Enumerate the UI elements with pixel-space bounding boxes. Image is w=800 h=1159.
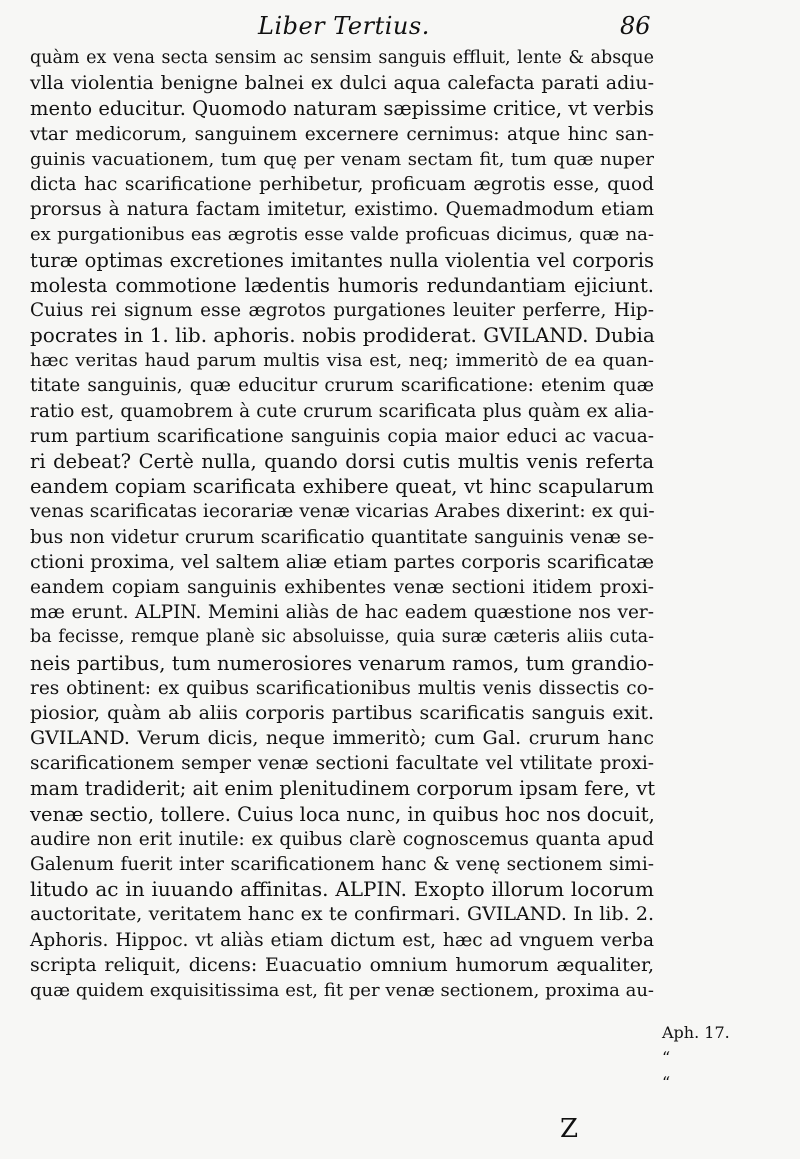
text-line: quàm ex vena secta sensim ac sensim sanguis effluit, lente & absque xyxy=(30,48,654,68)
text-line: ex purgationibus eas ægrotis esse valde proficuas dicimus, quæ na- xyxy=(30,224,654,246)
text-line: ba fecisse, remque planè sic absoluisse, quia suræ cæteris aliis cuta- xyxy=(30,627,654,648)
margin-note: Aph. 17. xyxy=(662,1023,730,1042)
body-text xyxy=(30,46,654,1003)
text-line: hæc veritas haud parum multis visa est, neq; immeritò de ea quan- xyxy=(30,350,654,372)
text-line: res obtinent: ex quibus scarificationibus multis venis dissectis co- xyxy=(30,677,654,699)
text-line: venæ sectio, tollere. Cuius loca nunc, in quibus hoc nos docuit, xyxy=(30,802,655,826)
text-line: Galenum fuerit inter scarificationem hanc & venę sectionem simi- xyxy=(30,854,654,875)
text-line: ri debeat? Certè nulla, quando dorsi cutis multis venis referta xyxy=(30,450,654,473)
text-line: ratio est, quamobrem à cute crurum scarificata plus quàm ex alia- xyxy=(30,400,654,422)
text-line: turæ optimas excretiones imitantes nulla violentia vel corporis xyxy=(30,248,654,272)
running-title: Liber Tertius. xyxy=(258,12,430,40)
text-line: litudo ac in iuuando affinitas. ALPIN. Exopto illorum locorum xyxy=(30,877,654,902)
margin-note: “ xyxy=(662,1048,671,1068)
text-line: scarificationem semper venæ sectioni facultate vel vtilitate proxi- xyxy=(30,753,654,775)
text-line: dicta hac scarificatione perhibetur, proficuam ægrotis esse, quod xyxy=(30,173,654,195)
text-line: pocrates in 1. lib. aphoris. nobis prodiderat. GVILAND. Dubia xyxy=(30,323,655,348)
text-line: quæ quidem exquisitissima est, fit per venæ sectionem, proxima au- xyxy=(30,979,654,1001)
text-line: mam tradiderit; ait enim plenitudinem corporum ipsam fere, vt xyxy=(30,777,656,801)
text-line: audire non erit inutile: ex quibus clarè cognoscemus quanta apud xyxy=(30,828,654,850)
text-line: titate sanguinis, quæ educitur crurum scarificatione: etenim quæ xyxy=(30,375,654,397)
text-line: rum partium scarificatione sanguinis copia maior educi ac vacua- xyxy=(30,425,654,447)
margin-notes xyxy=(662,1020,792,1096)
text-line: venas scarificatas iecorariæ venæ vicarias Arabes dixerint: ex qui- xyxy=(30,501,655,523)
text-line: eandem copiam sanguinis exhibentes venæ sectioni itidem proxi- xyxy=(30,576,654,598)
text-line: piosior, quàm ab aliis corporis partibus scarificatis sanguis exit. xyxy=(30,701,654,724)
text-line: GVILAND. Verum dicis, neque immeritò; cum Gal. crurum hanc xyxy=(30,727,654,750)
catchword: Z xyxy=(560,1114,579,1144)
text-line: scripta reliquit, dicens: Euacuatio omnium humorum æqualiter, xyxy=(30,953,654,976)
text-line: Cuius rei signum esse ægrotos purgationes leuiter perferre, Hip- xyxy=(30,299,654,321)
text-line: Aphoris. Hippoc. vt aliàs etiam dictum est, hæc ad vnguem verba xyxy=(30,929,654,951)
text-line: vtar medicorum, sanguinem excernere cernimus: atque hinc san- xyxy=(30,123,654,145)
text-line: neis partibus, tum numerosiores venarum ramos, tum grandio- xyxy=(30,651,654,675)
text-line: mento educitur. Quomodo naturam sæpissime critice, vt verbis xyxy=(30,97,654,121)
text-line: eandem copiam scarificata exhibere queat, vt hinc scapularum xyxy=(30,475,654,499)
margin-note: “ xyxy=(662,1073,671,1093)
running-head xyxy=(0,10,800,42)
text-line: prorsus à natura factam imitetur, existimo. Quemadmodum etiam xyxy=(30,199,654,221)
text-line: ctioni proxima, vel saltem aliæ etiam partes corporis scarificatæ xyxy=(30,550,654,573)
text-line: guinis vacuationem, tum quę per venam sectam fit, tum quæ nuper xyxy=(30,148,654,170)
text-line: vlla violentia benigne balnei ex dulci aqua calefacta parati adiu- xyxy=(30,72,654,95)
text-line: bus non videtur crurum scarificatio quantitate sanguinis venæ se- xyxy=(30,526,654,548)
text-line: mæ erunt. ALPIN. Memini aliàs de hac eadem quæstione nos ver- xyxy=(30,602,654,624)
text-line: auctoritate, veritatem hanc ex te confirmari. GVILAND. In lib. 2. xyxy=(30,903,654,926)
page-number: 86 xyxy=(620,12,651,40)
text-line: molesta commotione lædentis humoris redundantiam ejiciunt. xyxy=(30,273,654,297)
